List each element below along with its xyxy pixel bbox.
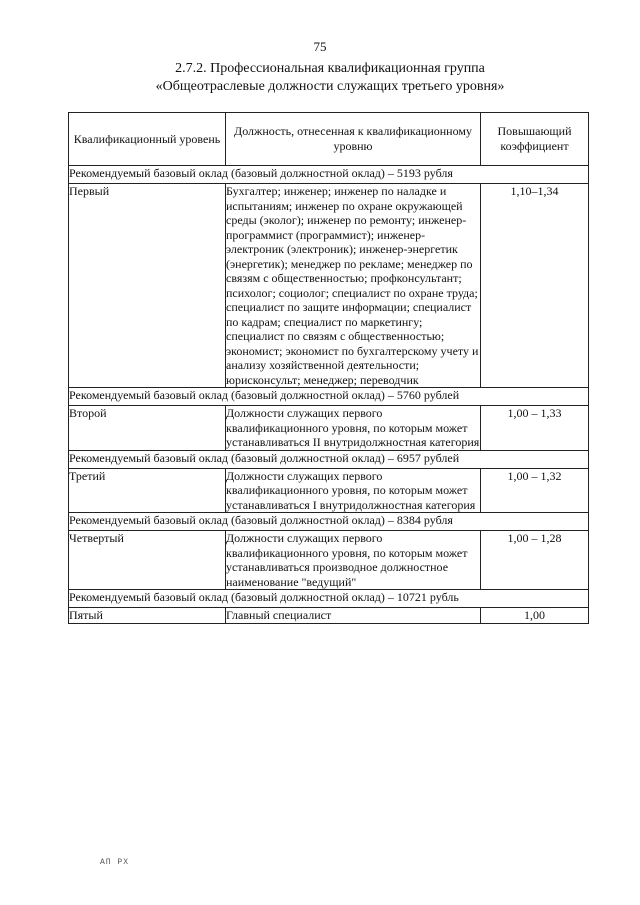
level-cell: Четвертый xyxy=(69,531,226,590)
salary-text: Рекомендуемый базовый оклад (базовый должностной оклад) – 5760 рублей xyxy=(69,388,589,406)
post-cell: Должности служащих первого квалификационного уровня, по которым может устанавливаться I внутридолжностная категория xyxy=(226,468,481,513)
level-cell: Второй xyxy=(69,406,226,451)
salary-text: Рекомендуемый базовый оклад (базовый должностной оклад) – 10721 рубль xyxy=(69,590,589,608)
qualification-table xyxy=(68,112,589,624)
post-cell: Главный специалист xyxy=(226,608,481,624)
header-post: Должность, отнесенная к квалификационному уровню xyxy=(226,113,481,166)
heading-line-2: «Общеотраслевые должности служащих третьего уровня» xyxy=(155,79,505,94)
coef-cell: 1,00 – 1,33 xyxy=(481,406,589,451)
post-cell: Бухгалтер; инженер; инженер по наладке и испытаниям; инженер по охране окружающей среды (эколог); инженер по ремонту; инженер-программист (программист); инженер-электроник (электроник); инженер-энергетик (энергетик); менеджер по рекламе; менеджер по связям с общественностью; профконсультант; психолог; социолог; специалист по охране труда; специалист по защите информации; специалист по кадрам; специалист по маркетингу; специалист по связям с общественностью; экономист; экономист по бухгалтерскому учету и анализу хозяйственной деятельности; юрисконсульт; менеджер; переводчик xyxy=(226,184,481,388)
footer-mark: АП РХ xyxy=(100,858,130,867)
coef-cell: 1,10–1,34 xyxy=(481,184,589,388)
salary-row xyxy=(69,513,589,531)
table-row xyxy=(69,468,589,513)
salary-text: Рекомендуемый базовый оклад (базовый должностной оклад) – 5193 рубля xyxy=(69,166,589,184)
section-heading xyxy=(95,60,565,96)
table-row xyxy=(69,531,589,590)
level-cell: Первый xyxy=(69,184,226,388)
level-cell: Третий xyxy=(69,468,226,513)
table-row xyxy=(69,406,589,451)
salary-text: Рекомендуемый базовый оклад (базовый должностной оклад) – 6957 рублей xyxy=(69,450,589,468)
salary-text: Рекомендуемый базовый оклад (базовый должностной оклад) – 8384 рубля xyxy=(69,513,589,531)
post-cell: Должности служащих первого квалификационного уровня, по которым может устанавливаться II внутридолжностная категория xyxy=(226,406,480,449)
table-row xyxy=(69,608,589,624)
header-level: Квалификационный уровень xyxy=(69,113,226,166)
salary-row xyxy=(69,388,589,406)
heading-line-1: 2.7.2. Профессиональная квалификационная группа xyxy=(175,61,485,76)
table-row xyxy=(69,184,589,388)
salary-row xyxy=(69,590,589,608)
level-cell: Пятый xyxy=(69,608,226,624)
coef-cell: 1,00 – 1,32 xyxy=(481,468,589,513)
coef-cell: 1,00 xyxy=(481,608,589,624)
header-coef: Повышающий коэффициент xyxy=(481,113,589,166)
salary-row xyxy=(69,450,589,468)
post-cell: Должности служащих первого квалификационного уровня, по которым может устанавливаться производное должностное наименование "ведущий" xyxy=(226,531,481,590)
table-header-row xyxy=(69,113,589,166)
salary-row xyxy=(69,166,589,184)
coef-cell: 1,00 – 1,28 xyxy=(481,531,589,590)
page-number: 75 xyxy=(313,39,327,54)
